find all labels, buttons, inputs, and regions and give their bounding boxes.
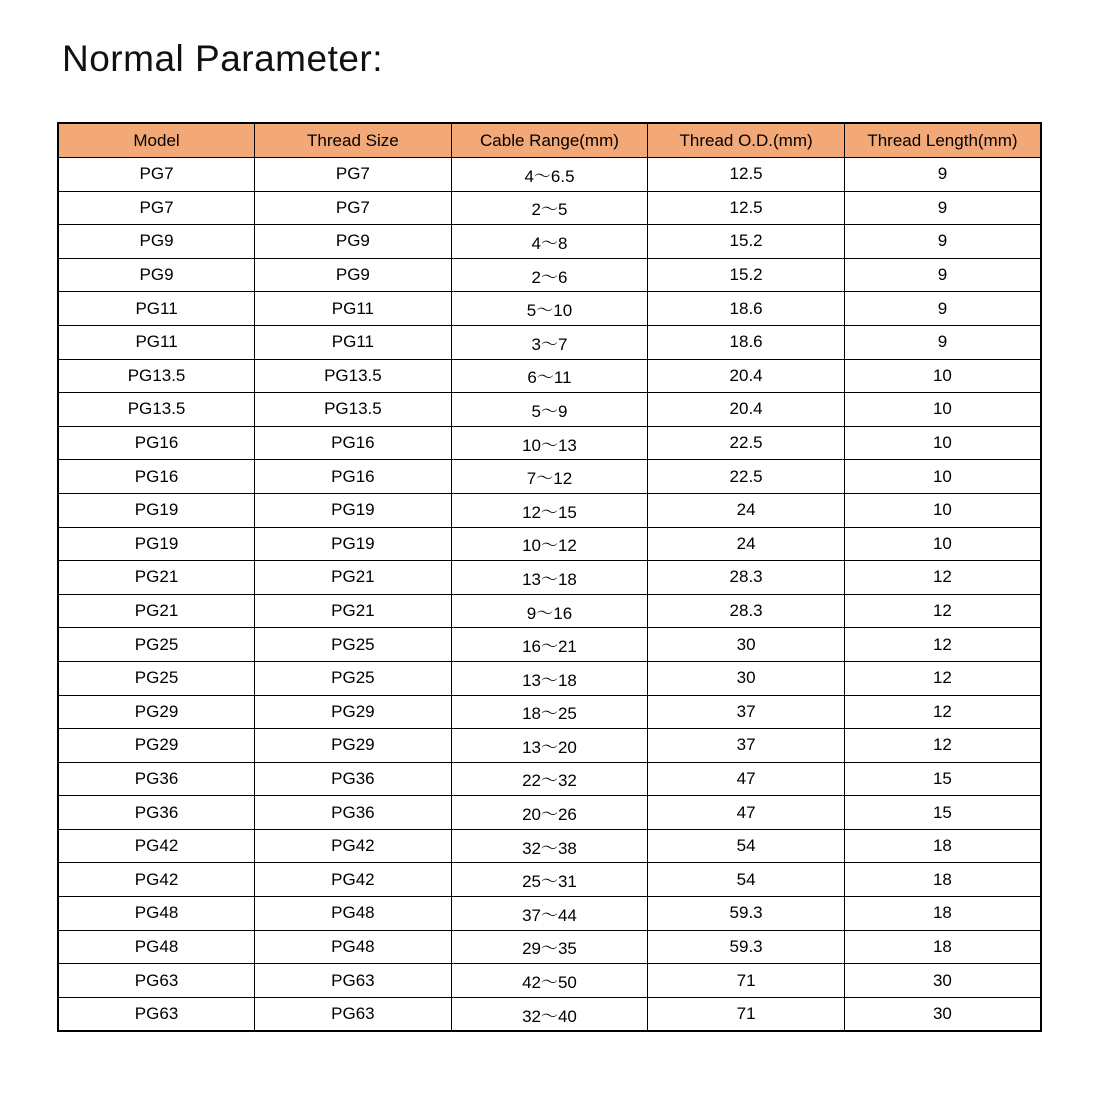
table-cell: 30 xyxy=(844,997,1041,1031)
table-cell: PG13.5 xyxy=(255,393,452,427)
table-row xyxy=(58,594,1041,628)
table-cell: PG11 xyxy=(58,292,255,326)
table-cell: PG36 xyxy=(58,762,255,796)
table-cell: PG16 xyxy=(255,426,452,460)
table-cell: PG7 xyxy=(58,191,255,225)
table-cell: PG29 xyxy=(255,729,452,763)
table-row xyxy=(58,695,1041,729)
table-row xyxy=(58,661,1041,695)
table-cell: 4～8 xyxy=(451,225,648,259)
table-cell: 12 xyxy=(844,661,1041,695)
column-header: Thread Size xyxy=(255,123,452,158)
table-cell: 9 xyxy=(844,325,1041,359)
table-cell: 18.6 xyxy=(648,325,845,359)
table-body xyxy=(58,158,1041,1032)
table-cell: 20.4 xyxy=(648,359,845,393)
table-cell: 47 xyxy=(648,762,845,796)
table-row xyxy=(58,225,1041,259)
table-cell: PG11 xyxy=(58,325,255,359)
table-row xyxy=(58,897,1041,931)
table-cell: 10 xyxy=(844,359,1041,393)
table-cell: 3～7 xyxy=(451,325,648,359)
table-cell: PG48 xyxy=(255,897,452,931)
column-header: Model xyxy=(58,123,255,158)
header-row xyxy=(58,123,1041,158)
table-cell: 20.4 xyxy=(648,393,845,427)
table-cell: PG63 xyxy=(255,997,452,1031)
table-cell: PG42 xyxy=(255,863,452,897)
table-cell: 30 xyxy=(844,964,1041,998)
table-cell: 9 xyxy=(844,158,1041,192)
table-cell: 18 xyxy=(844,930,1041,964)
table-cell: 2～5 xyxy=(451,191,648,225)
table-cell: 12.5 xyxy=(648,191,845,225)
table-cell: 20～26 xyxy=(451,796,648,830)
table-cell: 12～15 xyxy=(451,493,648,527)
table-cell: 12 xyxy=(844,628,1041,662)
table-cell: 47 xyxy=(648,796,845,830)
table-cell: 9 xyxy=(844,258,1041,292)
table-row xyxy=(58,561,1041,595)
table-row xyxy=(58,158,1041,192)
table-cell: PG13.5 xyxy=(58,393,255,427)
table-cell: PG25 xyxy=(255,661,452,695)
table-row xyxy=(58,493,1041,527)
table-cell: PG63 xyxy=(58,997,255,1031)
table-cell: 16～21 xyxy=(451,628,648,662)
table-cell: 42～50 xyxy=(451,964,648,998)
table-cell: 25～31 xyxy=(451,863,648,897)
table-cell: PG29 xyxy=(58,729,255,763)
table-cell: 10 xyxy=(844,460,1041,494)
table-cell: 10 xyxy=(844,426,1041,460)
table-cell: 5～10 xyxy=(451,292,648,326)
table-cell: 30 xyxy=(648,661,845,695)
table-cell: 30 xyxy=(648,628,845,662)
table-cell: 32～38 xyxy=(451,829,648,863)
table-cell: 37 xyxy=(648,729,845,763)
table-cell: 15.2 xyxy=(648,258,845,292)
table-cell: 13～18 xyxy=(451,661,648,695)
table-cell: PG42 xyxy=(255,829,452,863)
column-header: Cable Range(mm) xyxy=(451,123,648,158)
table-cell: PG48 xyxy=(58,897,255,931)
table-head xyxy=(58,123,1041,158)
table-cell: 22～32 xyxy=(451,762,648,796)
table-cell: PG7 xyxy=(58,158,255,192)
table-row xyxy=(58,964,1041,998)
table-cell: 12 xyxy=(844,729,1041,763)
table-cell: PG9 xyxy=(58,258,255,292)
table-cell: 37～44 xyxy=(451,897,648,931)
table-cell: 7～12 xyxy=(451,460,648,494)
table-cell: PG19 xyxy=(58,493,255,527)
table-cell: PG7 xyxy=(255,191,452,225)
table-row xyxy=(58,393,1041,427)
table-row xyxy=(58,930,1041,964)
table-cell: 18 xyxy=(844,863,1041,897)
column-header: Thread Length(mm) xyxy=(844,123,1041,158)
table-cell: PG21 xyxy=(255,561,452,595)
table-cell: 10～13 xyxy=(451,426,648,460)
table-cell: 13～18 xyxy=(451,561,648,595)
table-cell: 15 xyxy=(844,796,1041,830)
table-cell: PG9 xyxy=(255,225,452,259)
page-title: Normal Parameter: xyxy=(62,38,384,79)
table-row xyxy=(58,796,1041,830)
table-cell: 54 xyxy=(648,829,845,863)
table-cell: 71 xyxy=(648,964,845,998)
table-cell: 6～11 xyxy=(451,359,648,393)
table-cell: 9 xyxy=(844,225,1041,259)
table-cell: PG42 xyxy=(58,863,255,897)
table-row xyxy=(58,863,1041,897)
table-cell: PG16 xyxy=(58,426,255,460)
table-cell: PG21 xyxy=(58,594,255,628)
table-cell: PG36 xyxy=(58,796,255,830)
table-cell: PG9 xyxy=(58,225,255,259)
table-cell: PG7 xyxy=(255,158,452,192)
table-cell: PG11 xyxy=(255,292,452,326)
table-cell: 12 xyxy=(844,594,1041,628)
table-cell: 29～35 xyxy=(451,930,648,964)
table-cell: 15.2 xyxy=(648,225,845,259)
table-cell: 37 xyxy=(648,695,845,729)
table-cell: PG36 xyxy=(255,796,452,830)
table-cell: 54 xyxy=(648,863,845,897)
table-cell: 18 xyxy=(844,897,1041,931)
table-cell: 12 xyxy=(844,695,1041,729)
table-cell: PG13.5 xyxy=(58,359,255,393)
table-cell: 10 xyxy=(844,393,1041,427)
table-cell: 9 xyxy=(844,292,1041,326)
table-cell: PG19 xyxy=(255,493,452,527)
table-row xyxy=(58,997,1041,1031)
table-cell: 10 xyxy=(844,493,1041,527)
table-cell: 12.5 xyxy=(648,158,845,192)
table-cell: PG16 xyxy=(255,460,452,494)
table-row xyxy=(58,762,1041,796)
table-cell: PG11 xyxy=(255,325,452,359)
table-cell: 59.3 xyxy=(648,897,845,931)
table-row xyxy=(58,325,1041,359)
table-row xyxy=(58,628,1041,662)
table-cell: 59.3 xyxy=(648,930,845,964)
table-row xyxy=(58,829,1041,863)
table-cell: 15 xyxy=(844,762,1041,796)
table-cell: 2～6 xyxy=(451,258,648,292)
table-cell: 13～20 xyxy=(451,729,648,763)
parameters-table xyxy=(57,122,1042,1032)
table-cell: PG42 xyxy=(58,829,255,863)
table-row xyxy=(58,460,1041,494)
table-cell: 28.3 xyxy=(648,594,845,628)
table-cell: 28.3 xyxy=(648,561,845,595)
table-cell: 10～12 xyxy=(451,527,648,561)
table-cell: 18 xyxy=(844,829,1041,863)
column-header: Thread O.D.(mm) xyxy=(648,123,845,158)
table-cell: 22.5 xyxy=(648,460,845,494)
table-row xyxy=(58,191,1041,225)
table-cell: PG21 xyxy=(255,594,452,628)
table-cell: 22.5 xyxy=(648,426,845,460)
table-cell: PG63 xyxy=(255,964,452,998)
table-cell: PG25 xyxy=(255,628,452,662)
table-cell: 10 xyxy=(844,527,1041,561)
table-cell: 18.6 xyxy=(648,292,845,326)
table-cell: PG9 xyxy=(255,258,452,292)
table-cell: PG21 xyxy=(58,561,255,595)
table-row xyxy=(58,292,1041,326)
table-cell: 24 xyxy=(648,527,845,561)
table-cell: PG19 xyxy=(58,527,255,561)
table-cell: 18～25 xyxy=(451,695,648,729)
table-cell: 5～9 xyxy=(451,393,648,427)
table-cell: 32～40 xyxy=(451,997,648,1031)
table-cell: PG25 xyxy=(58,628,255,662)
table-row xyxy=(58,258,1041,292)
table-cell: 24 xyxy=(648,493,845,527)
table-cell: 9～16 xyxy=(451,594,648,628)
table-cell: PG16 xyxy=(58,460,255,494)
table-cell: 4～6.5 xyxy=(451,158,648,192)
table-cell: PG29 xyxy=(255,695,452,729)
table-cell: 9 xyxy=(844,191,1041,225)
table-cell: PG63 xyxy=(58,964,255,998)
table-cell: PG19 xyxy=(255,527,452,561)
table-row xyxy=(58,729,1041,763)
table-cell: 12 xyxy=(844,561,1041,595)
table-cell: PG25 xyxy=(58,661,255,695)
table-row xyxy=(58,359,1041,393)
table-cell: 71 xyxy=(648,997,845,1031)
table-cell: PG13.5 xyxy=(255,359,452,393)
table-cell: PG29 xyxy=(58,695,255,729)
table-cell: PG48 xyxy=(58,930,255,964)
table-row xyxy=(58,527,1041,561)
table-cell: PG48 xyxy=(255,930,452,964)
table-row xyxy=(58,426,1041,460)
table-cell: PG36 xyxy=(255,762,452,796)
